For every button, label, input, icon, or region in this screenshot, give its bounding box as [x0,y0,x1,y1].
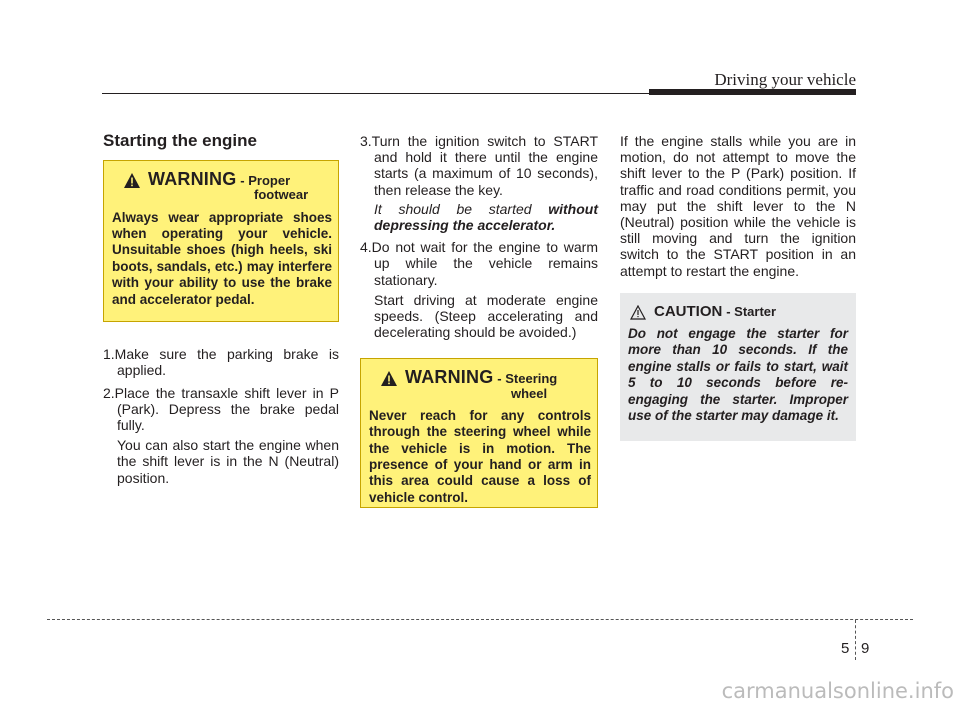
chapter-title: Driving your vehicle [714,70,856,89]
caution-subtitle: - Starter [726,303,777,319]
step-3-note-emphasis: without depressing the accelerator. [374,200,598,234]
step-3-note [360,201,598,233]
warning-label: WARNING [405,367,494,388]
step-2: 2.Place the transaxle shift lever in P (Park). Depress the brake pedal fully. [103,384,339,434]
step-4: 4.Do not wait for the engine to warm up while the vehicle remains stationary. [360,239,598,288]
step-3: 3.Turn the ignition switch to START and hold it there until the engine starts (a maximum of 10 seconds), then release the key. [360,133,598,198]
warning-label: WARNING [148,169,237,190]
column-right [620,133,856,441]
warning-triangle-icon [381,371,397,386]
caution-body: Do not engage the starter for more than 10 seconds. If the engine stalls or fails to start, wait 5 to 10 seconds before re-engaging the starter. Improper use of the starter may damage it. [628,326,848,424]
warning-heading [124,171,332,203]
warning-subtitle-cont: footwear [254,187,309,203]
header-bar [649,89,856,95]
column-middle [360,133,598,508]
warning-subtitle: - Proper [240,173,291,189]
page-number: 9 [861,640,870,657]
footer-rule [47,619,913,620]
warning-box-steering [360,358,598,508]
section-title: Starting the engine [103,131,257,150]
warning-body: Never reach for any controls through the steering wheel while the vehicle is in motion. The presence of your hand or arm in this area could cause a loss of vehicle control. [369,407,591,505]
warning-body: Always wear appropriate shoes when operating your vehicle. Unsuitable shoes (high heels, ski boots, sandals, etc.) may interfere with your ability to use the brake and accelerator pedal. [112,209,332,307]
step-4-note: Start driving at moderate engine speeds. (Steep accelerating and decelerating should be avoided.) [374,291,598,341]
caution-triangle-icon [630,305,646,320]
caution-heading [630,303,848,320]
warning-subtitle-cont: wheel [511,385,548,401]
chapter-number: 5 [841,640,850,657]
column-left [103,133,339,486]
warning-box-footwear [103,160,339,322]
warning-heading [381,369,591,401]
watermark: carmanualsonline.info [721,679,954,703]
stall-paragraph: If the engine stalls while you are in motion, do not attempt to move the shift lever to the P (Park) position. If traffic and road conditions permit, you may put the shift lever to the N (Neutral) position while the vehicle is still moving and turn the ignition switch to the START position in an attempt to restart the engine. [620,133,856,279]
step-1: 1.Make sure the parking brake is applied. [103,346,339,379]
warning-triangle-icon [124,173,140,188]
caution-label: CAUTION [654,302,723,320]
step-3-note-text: It should be started [374,200,549,217]
caution-box-starter [620,293,856,441]
footer-divider [855,620,856,660]
warning-subtitle: - Steering [497,371,558,387]
step-2-note: You can also start the engine when the shift lever is in the N (Neutral) position. [117,437,339,486]
